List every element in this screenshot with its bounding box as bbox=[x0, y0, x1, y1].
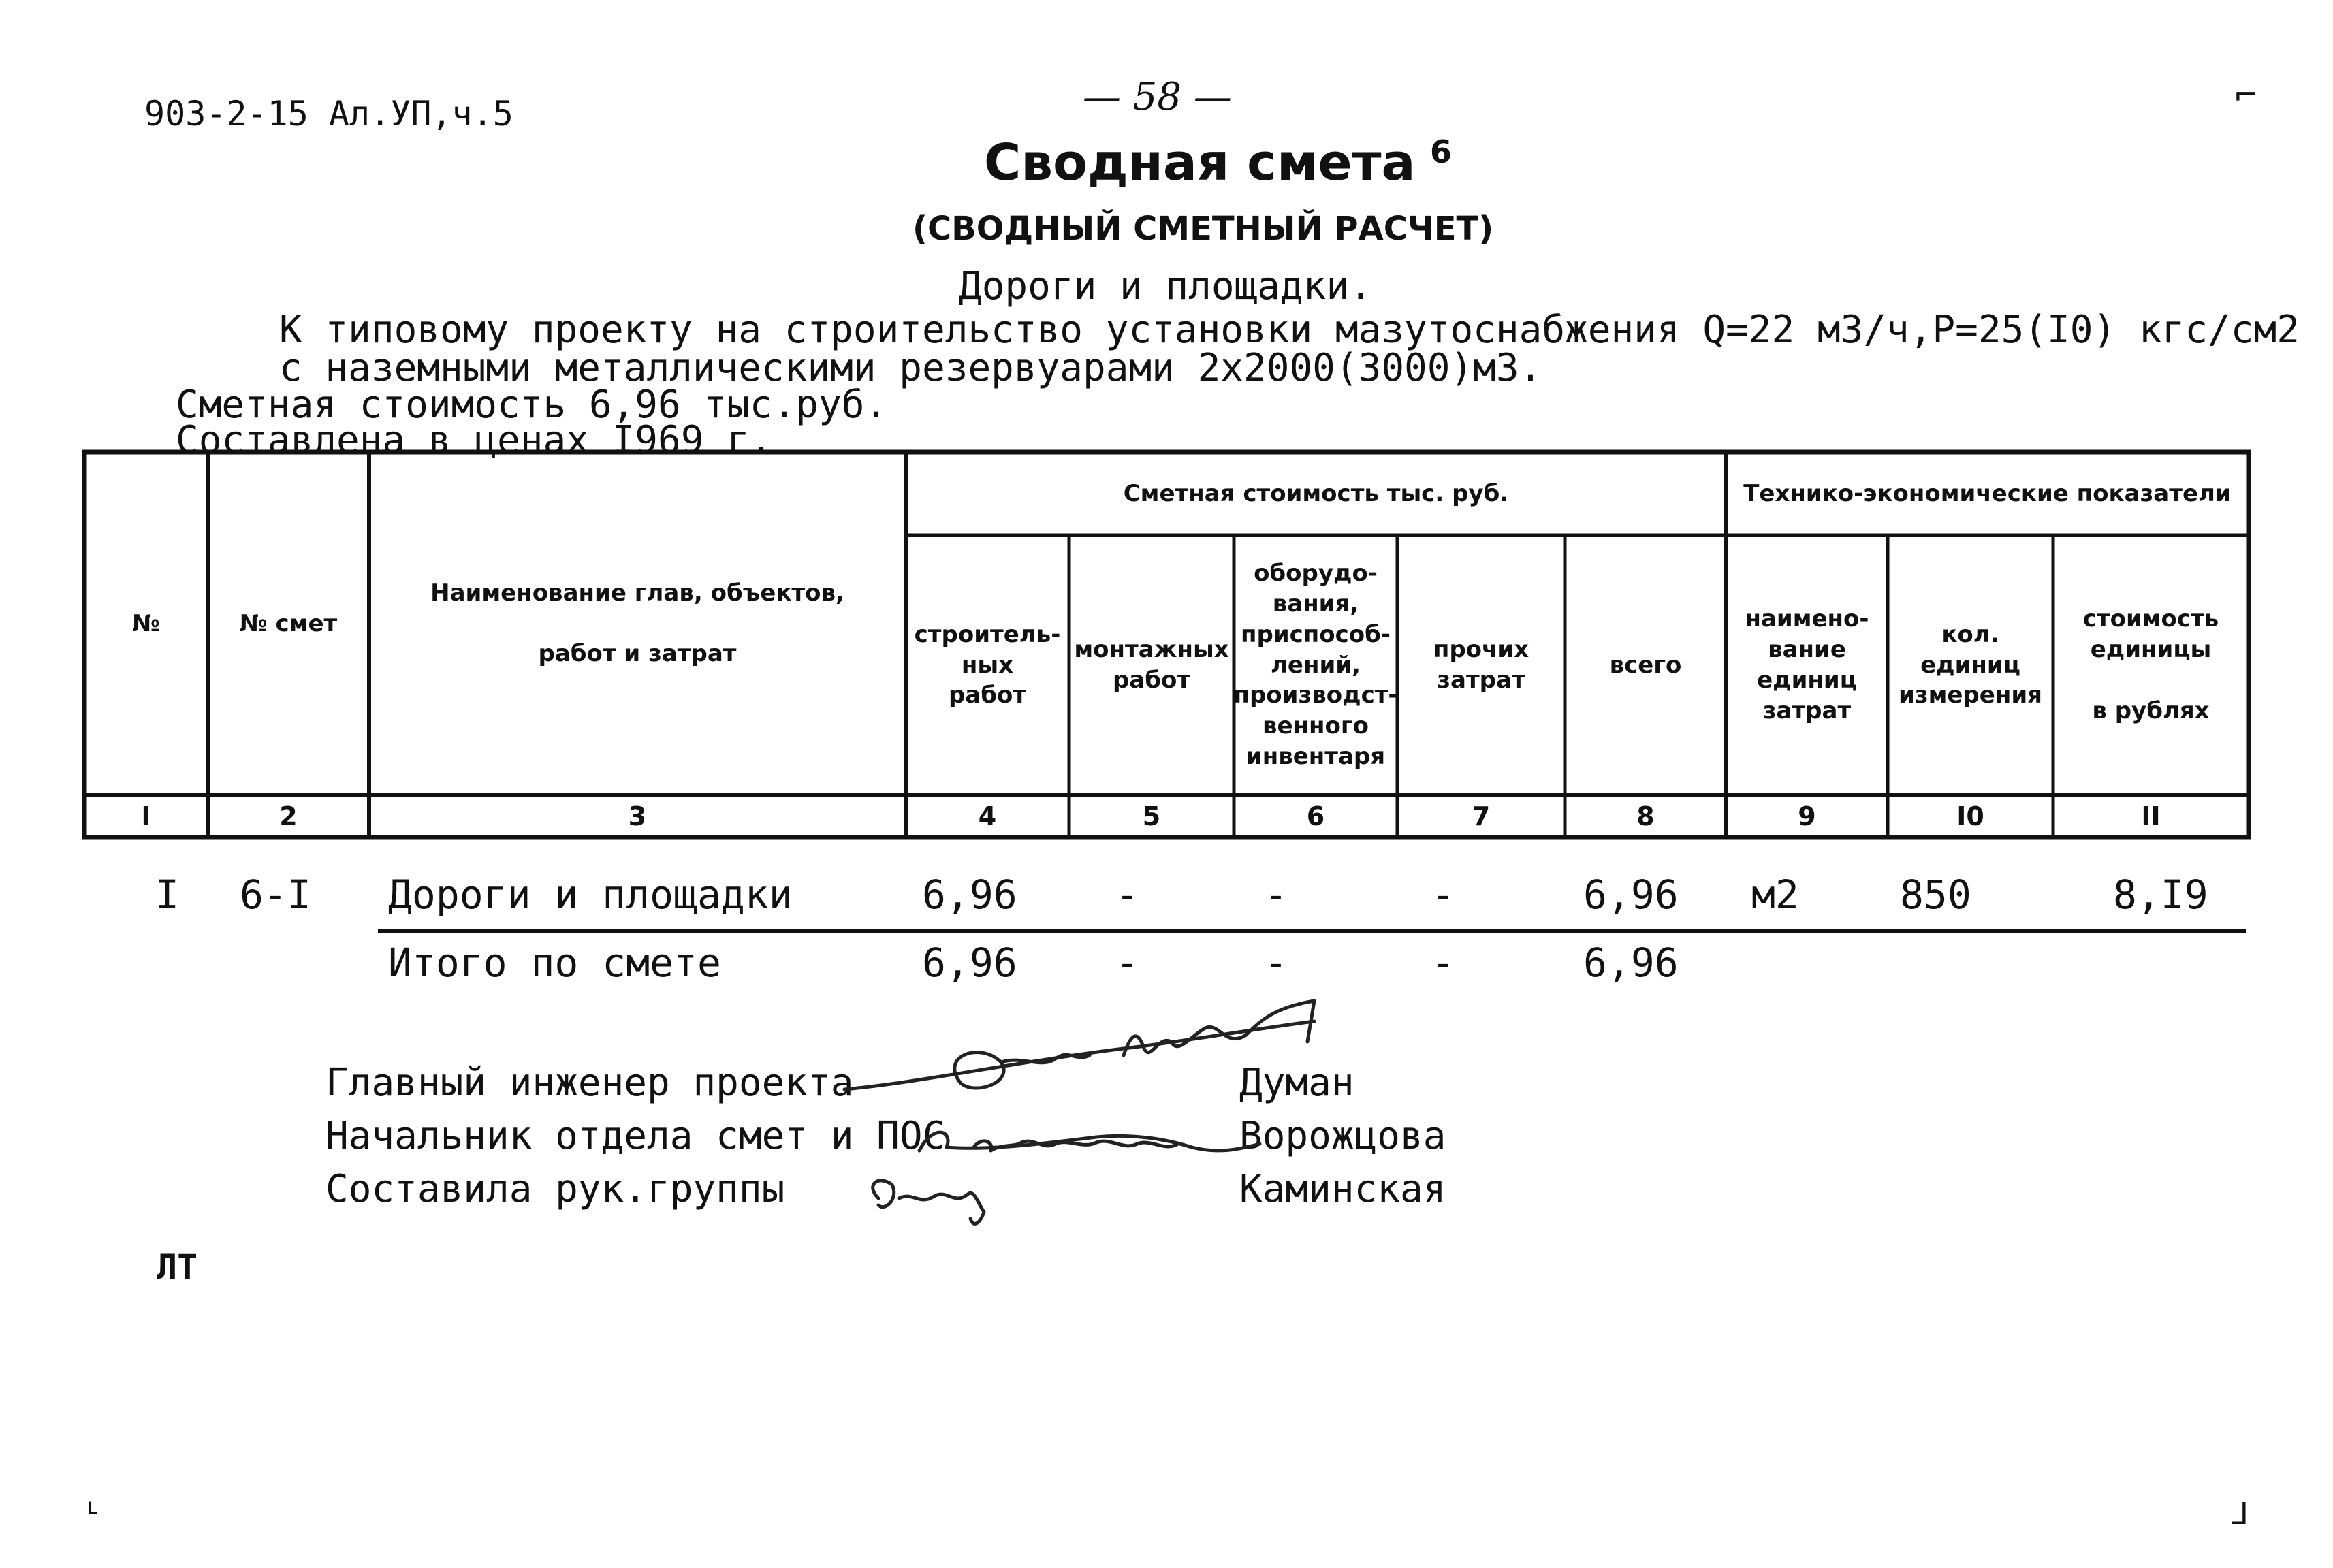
column-number: I0 bbox=[1956, 801, 1984, 831]
signature-name-chief-engineer: Думан bbox=[1239, 1061, 1354, 1105]
row-construction: 6,96 bbox=[922, 871, 1017, 918]
row-quantity: 850 bbox=[1900, 871, 1971, 918]
column-number: 2 bbox=[279, 801, 298, 831]
corner-mark-top-right: ⌐ bbox=[2235, 75, 2257, 116]
total-other: - bbox=[1431, 940, 1455, 986]
row-other: - bbox=[1431, 871, 1455, 918]
row-installation: - bbox=[1115, 871, 1139, 918]
signature-name-department-head: Ворожцова bbox=[1239, 1114, 1446, 1158]
header-estimated-cost: Сметная стоимость тыс. руб. bbox=[1123, 479, 1509, 507]
row-total: 6,96 bbox=[1583, 871, 1679, 918]
project-description-line-1: К типовому проекту на строительство установки мазутоснабжения Q=22 м3/ч,Р=25(I0) кгс/см2 bbox=[279, 308, 2300, 352]
column-header-other: прочих затрат bbox=[1433, 636, 1529, 694]
corner-mark-bottom-left: ᒻ bbox=[87, 1497, 99, 1531]
total-sum: 6,96 bbox=[1583, 940, 1679, 986]
column-number: II bbox=[2141, 801, 2161, 831]
signature-name-group-lead: Каминская bbox=[1239, 1167, 1446, 1211]
column-header-unit-quantity: кол. единиц измерения bbox=[1899, 620, 2042, 709]
row-name: Дороги и площадки bbox=[388, 871, 793, 918]
column-number: 6 bbox=[1306, 801, 1325, 831]
column-number: 4 bbox=[978, 801, 997, 831]
price-basis: Составлена в ценах I969 г. bbox=[176, 418, 773, 462]
header-technical-indicators: Технико-экономические показатели bbox=[1743, 479, 2232, 507]
row-unit: м2 bbox=[1751, 871, 1799, 918]
document-subtitle: (СВОДНЫЙ СМЕТНЫЙ РАСЧЕТ) bbox=[912, 210, 1494, 248]
total-construction: 6,96 bbox=[922, 940, 1017, 986]
column-header-total: всего bbox=[1609, 651, 1682, 679]
total-label: Итого по смете bbox=[388, 940, 721, 986]
column-number: 7 bbox=[1472, 801, 1491, 831]
column-number: 9 bbox=[1798, 801, 1816, 831]
signature-role-group-lead: Составила рук.группы bbox=[326, 1167, 785, 1211]
document-code: 903-2-15 Ал.УП,ч.5 bbox=[144, 94, 513, 133]
row-number: I bbox=[155, 871, 179, 918]
column-header-construction: строитель- ных работ bbox=[914, 620, 1061, 709]
column-header-unit-cost: стоимость единицы в рублях bbox=[2082, 605, 2219, 724]
signature-role-chief-engineer: Главный инженер проекта bbox=[326, 1061, 854, 1105]
column-number: 5 bbox=[1142, 801, 1161, 831]
column-header-unit-name: наимено- вание единиц затрат bbox=[1745, 605, 1869, 724]
signature-role-department-head: Начальник отдела смет и ПОС bbox=[326, 1114, 946, 1158]
object-title: Дороги и площадки. bbox=[959, 264, 1372, 308]
page-number: — 58 — bbox=[1083, 75, 1232, 119]
column-number: 3 bbox=[628, 801, 647, 831]
total-installation: - bbox=[1115, 940, 1139, 986]
column-number: I bbox=[141, 801, 151, 831]
column-header-name: Наименование глав, объектов, работ и затрат bbox=[430, 579, 844, 668]
row-unit-cost: 8,I9 bbox=[2113, 871, 2208, 918]
column-header-estimate-number: № смет bbox=[239, 609, 338, 637]
handwritten-signatures bbox=[838, 980, 1369, 1239]
corner-mark-bottom-right: ᒧ bbox=[2230, 1497, 2249, 1531]
column-number: 8 bbox=[1636, 801, 1655, 831]
footer-note: ЛТ bbox=[157, 1247, 198, 1287]
project-description-line-2: с наземными металлическими резервуарами 2х2000(3000)м3. bbox=[279, 346, 1542, 390]
row-estimate-number: 6-I bbox=[240, 871, 311, 918]
column-header-installation: монтажных работ bbox=[1074, 636, 1229, 694]
column-header-equipment: оборудо- вания, приспособ- лений, производст- венного инвентаря bbox=[1233, 559, 1398, 771]
row-equipment: - bbox=[1264, 871, 1288, 918]
document-title-number: 6 bbox=[1430, 133, 1453, 170]
column-header-number: № bbox=[132, 609, 160, 637]
total-equipment: - bbox=[1264, 940, 1288, 986]
document-title: Сводная смета bbox=[984, 133, 1416, 192]
estimated-cost: Сметная стоимость 6,96 тыс.руб. bbox=[176, 383, 888, 427]
